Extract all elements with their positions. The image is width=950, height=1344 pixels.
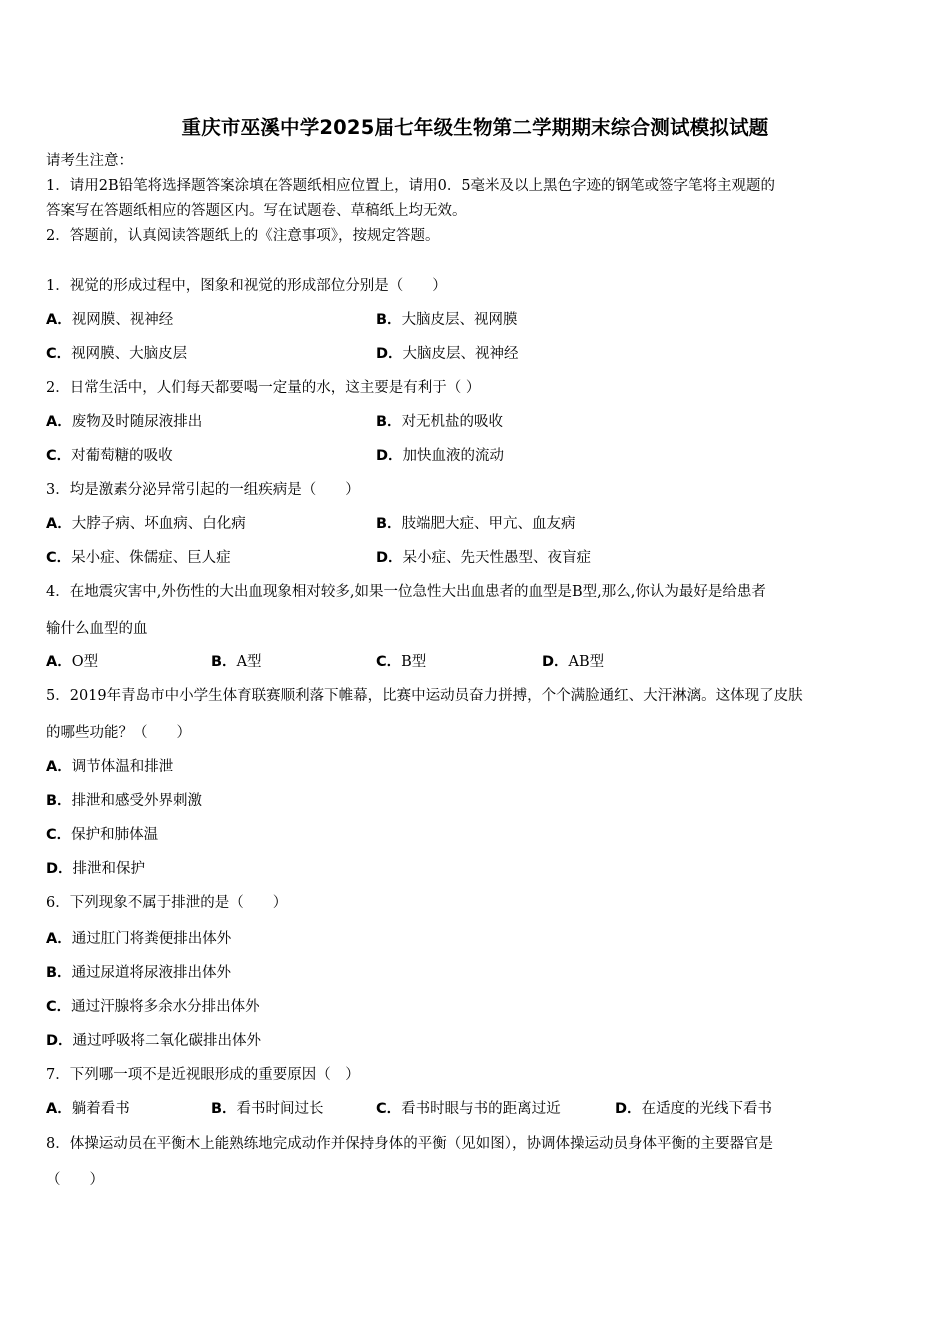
q1-option-d: D．大脑皮层、视神经 [376,346,519,362]
notice-line-1b: 答案写在答题纸相应的答题区内。写在试题卷、草稿纸上均无效。 [46,203,467,219]
question-8-stem-b: （ ） [46,1172,104,1188]
q2-option-b: B．对无机盐的吸收 [376,414,504,430]
q6-option-b: B．通过尿道将尿液排出体外 [46,965,232,981]
question-4-stem-a: 4．在地震灾害中,外伤性的大出血现象相对较多,如果一位急性大出血患者的血型是B型,那么,你认为最好是给患者 [46,584,766,600]
q5-option-d: D．排泄和保护 [46,861,146,877]
q3-option-a: A．大脖子病、坏血病、白化病 [46,516,246,532]
q5-option-b: B．排泄和感受外界刺激 [46,793,203,809]
q4-option-c: C．B型 [376,654,427,670]
question-5-stem-a: 5．2019年青岛市中小学生体育联赛顺利落下帷幕，比赛中运动员奋力拼搏，个个满脸通红、大汗淋漓。这体现了皮肤 [46,688,803,704]
q6-option-c: C．通过汗腺将多余水分排出体外 [46,999,260,1015]
question-8-stem-a: 8．体操运动员在平衡木上能熟练地完成动作并保持身体的平衡（见如图），协调体操运动员身体平衡的主要器官是 [46,1136,773,1152]
q3-option-b: B．肢端肥大症、甲亢、血友病 [376,516,576,532]
question-3-stem: 3．均是激素分泌异常引起的一组疾病是（ ） [46,482,360,498]
q4-option-d: D．AB型 [542,654,605,670]
q7-option-a: A．躺着看书 [46,1101,130,1117]
q6-option-d: D．通过呼吸将二氧化碳排出体外 [46,1033,262,1049]
notice-line-1a: 1．请用2B铅笔将选择题答案涂填在答题纸相应位置上，请用0．5毫米及以上黑色字迹的钢笔或签字笔将主观题的 [46,178,776,194]
q6-option-a: A．通过肛门将粪便排出体外 [46,931,232,947]
q7-option-b: B．看书时间过长 [211,1101,324,1117]
notice-line-2: 2．答题前，认真阅读答题纸上的《注意事项》，按规定答题。 [46,228,440,244]
q4-option-a: A．O型 [46,654,99,670]
q1-option-a: A．视网膜、视神经 [46,312,174,328]
question-2-stem: 2．日常生活中，人们每天都要喝一定量的水，这主要是有利于（ ） [46,380,481,396]
question-4-stem-b: 输什么血型的血 [46,621,148,637]
q5-option-a: A．调节体温和排泄 [46,759,174,775]
q7-option-c: C．看书时眼与书的距离过近 [376,1101,561,1117]
question-1-stem: 1．视觉的形成过程中，图象和视觉的形成部位分别是（ ） [46,278,447,294]
q5-option-c: C．保护和肺体温 [46,827,159,843]
question-6-stem: 6．下列现象不属于排泄的是（ ） [46,895,288,911]
q1-option-c: C．视网膜、大脑皮层 [46,346,188,362]
exam-title: 重庆市巫溪中学2025届七年级生物第二学期期末综合测试模拟试题 [181,116,769,139]
question-5-stem-b: 的哪些功能？（ ） [46,725,191,741]
q1-option-b: B．大脑皮层、视网膜 [376,312,518,328]
q2-option-a: A．废物及时随尿液排出 [46,414,203,430]
q2-option-d: D．加快血液的流动 [376,448,505,464]
q2-option-c: C．对葡萄糖的吸收 [46,448,173,464]
q3-option-c: C．呆小症、侏儒症、巨人症 [46,550,231,566]
question-7-stem: 7．下列哪一项不是近视眼形成的重要原因（ ） [46,1067,360,1083]
q7-option-d: D．在适度的光线下看书 [615,1101,773,1117]
q4-option-b: B．A型 [211,654,262,670]
notice-heading: 请考生注意： [46,153,133,169]
q3-option-d: D．呆小症、先天性愚型、夜盲症 [376,550,592,566]
